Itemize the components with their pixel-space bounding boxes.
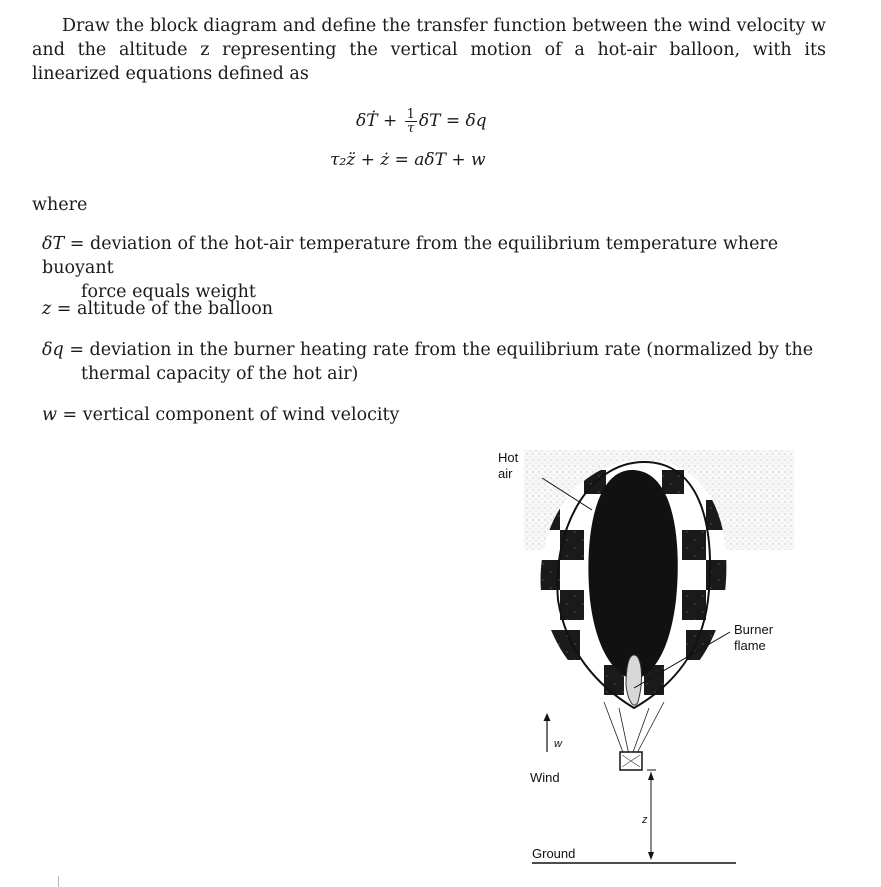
definition-symbol: δT — [42, 234, 65, 254]
burner-label-line1: Burner — [734, 622, 774, 637]
definition-text: = vertical component of wind velocity — [56, 405, 400, 425]
equation-1-left: δṪ + — [356, 111, 403, 131]
equation-block — [0, 100, 881, 180]
where-label: where — [32, 195, 88, 215]
definition-delta-t — [32, 232, 826, 304]
equation-1-right: δT = δq — [418, 111, 487, 131]
definition-text: = deviation in the burner heating rate from the equilibrium rate (normalized by the — [63, 340, 814, 360]
definition-symbol: w — [42, 405, 57, 425]
definition-text: = deviation of the hot-air temperature from the equilibrium temperature where buoyant — [42, 234, 779, 278]
definition-symbol: δq — [42, 340, 64, 360]
altitude-arrowhead-top — [648, 772, 654, 780]
definition-z — [32, 297, 826, 321]
equation-1 — [356, 108, 487, 135]
burner-flame-label — [734, 622, 773, 654]
definition-delta-q — [32, 338, 826, 386]
definition-text: = altitude of the balloon — [51, 299, 274, 319]
definition-w — [32, 403, 826, 427]
wind-arrowhead — [544, 713, 551, 721]
burner-flame — [626, 655, 641, 705]
hot-air-label-line2: air — [498, 466, 513, 481]
fraction-denominator: τ — [407, 121, 415, 136]
fraction — [405, 108, 417, 135]
hot-air-label — [498, 450, 518, 482]
hot-air-balloon-figure — [484, 440, 804, 880]
equation-2: τ₂z̈ + ż = aδT + w — [330, 150, 486, 170]
text-cursor — [58, 876, 59, 887]
wind-label: Wind — [530, 770, 560, 785]
problem-statement: Draw the block diagram and define the transfer function between the wind velocity w and the altitude z representing the vertical motion of a hot-air balloon, with its linearized equations defined as — [32, 16, 826, 84]
ground-label: Ground — [532, 846, 576, 861]
definition-continuation: thermal capacity of the hot air) — [81, 364, 359, 384]
fraction-numerator: 1 — [406, 107, 415, 122]
definition-continuation: force equals weight — [81, 282, 256, 302]
burner-label-line2: flame — [734, 638, 766, 653]
definitions-list — [32, 232, 826, 432]
altitude-symbol: z — [642, 814, 648, 826]
wind-velocity-symbol: w — [554, 738, 562, 750]
altitude-arrowhead-bottom — [648, 852, 654, 860]
definition-symbol: z — [42, 299, 52, 319]
hot-air-label-line1: Hot — [498, 450, 519, 465]
